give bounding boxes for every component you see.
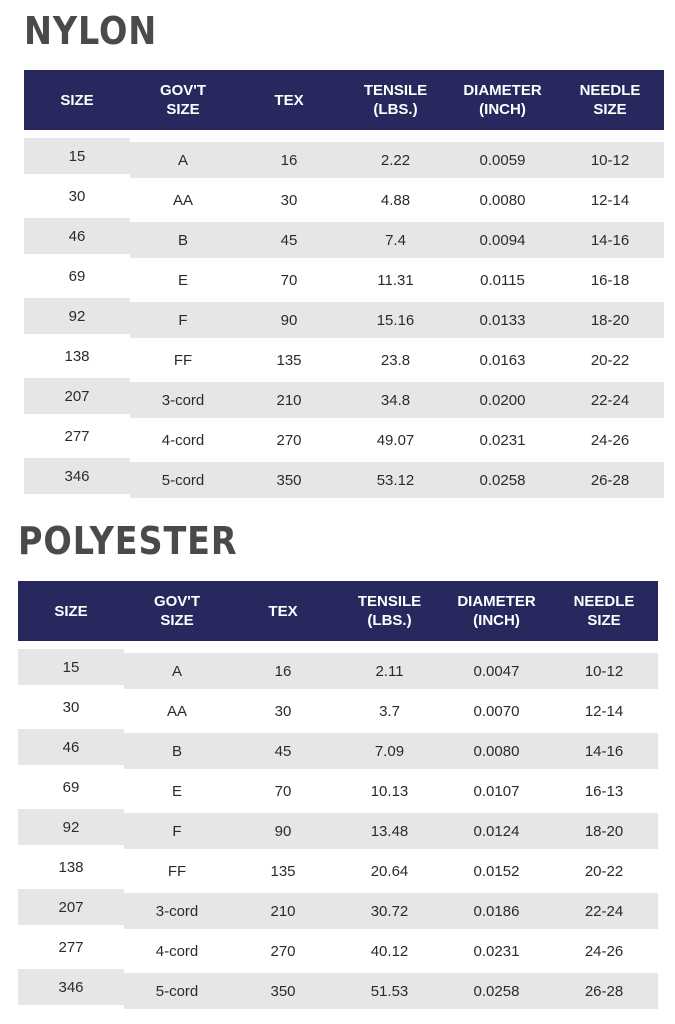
tensile-cell: 7.4 (342, 220, 449, 260)
needle-size-cell: 10-12 (550, 651, 658, 691)
diameter-cell: 0.0047 (443, 651, 550, 691)
tensile-cell: 15.16 (342, 300, 449, 340)
table-row (18, 691, 658, 731)
table-row (24, 340, 664, 380)
tex-cell: 270 (230, 931, 336, 971)
govt-size-cell: E (130, 260, 236, 300)
nylon-table (24, 70, 664, 498)
table-row (24, 180, 664, 220)
nylon-header-size: SIZE (24, 70, 130, 130)
table-row (18, 971, 658, 1009)
govt-size-cell: AA (130, 180, 236, 220)
tex-cell: 210 (236, 380, 342, 420)
diameter-cell: 0.0258 (449, 460, 556, 498)
polyester-header-govt-size: GOV'T SIZE (124, 581, 230, 641)
table-row (18, 731, 658, 771)
size-cell: 30 (18, 687, 124, 727)
tex-cell: 90 (236, 300, 342, 340)
diameter-cell: 0.0258 (443, 971, 550, 1009)
govt-size-cell: 3-cord (124, 891, 230, 931)
size-cell: 15 (24, 136, 130, 176)
govt-size-cell: 5-cord (124, 971, 230, 1009)
tensile-cell: 2.11 (336, 651, 443, 691)
tex-cell: 16 (230, 651, 336, 691)
tensile-cell: 53.12 (342, 460, 449, 498)
size-cell: 277 (18, 927, 124, 967)
tex-cell: 350 (236, 460, 342, 498)
polyester-table-body (18, 641, 658, 1009)
tensile-cell: 11.31 (342, 260, 449, 300)
tensile-cell: 40.12 (336, 931, 443, 971)
needle-size-cell: 26-28 (550, 971, 658, 1009)
tensile-cell: 34.8 (342, 380, 449, 420)
diameter-cell: 0.0186 (443, 891, 550, 931)
govt-size-cell: F (130, 300, 236, 340)
tex-cell: 30 (236, 180, 342, 220)
table-row (24, 420, 664, 460)
needle-size-cell: 12-14 (556, 180, 664, 220)
needle-size-cell: 16-13 (550, 771, 658, 811)
diameter-cell: 0.0080 (443, 731, 550, 771)
govt-size-cell: 3-cord (130, 380, 236, 420)
tensile-cell: 23.8 (342, 340, 449, 380)
diameter-cell: 0.0059 (449, 140, 556, 180)
table-row (18, 931, 658, 971)
nylon-header-tex: TEX (236, 70, 342, 130)
table-row (18, 771, 658, 811)
size-cell: 346 (18, 967, 124, 1005)
size-cell: 69 (18, 767, 124, 807)
diameter-cell: 0.0115 (449, 260, 556, 300)
size-cell: 138 (18, 847, 124, 887)
diameter-cell: 0.0231 (443, 931, 550, 971)
needle-size-cell: 18-20 (550, 811, 658, 851)
diameter-cell: 0.0200 (449, 380, 556, 420)
tex-cell: 45 (230, 731, 336, 771)
tensile-cell: 7.09 (336, 731, 443, 771)
govt-size-cell: AA (124, 691, 230, 731)
needle-size-cell: 26-28 (556, 460, 664, 498)
diameter-cell: 0.0094 (449, 220, 556, 260)
needle-size-cell: 24-26 (556, 420, 664, 460)
tex-cell: 350 (230, 971, 336, 1009)
table-row (24, 380, 664, 420)
table-row (24, 260, 664, 300)
tex-cell: 210 (230, 891, 336, 931)
diameter-cell: 0.0107 (443, 771, 550, 811)
diameter-cell: 0.0152 (443, 851, 550, 891)
tensile-cell: 51.53 (336, 971, 443, 1009)
table-row (18, 651, 658, 691)
govt-size-cell: 4-cord (130, 420, 236, 460)
nylon-table-container (24, 70, 664, 498)
size-cell: 15 (18, 647, 124, 687)
size-cell: 46 (18, 727, 124, 767)
tensile-cell: 2.22 (342, 140, 449, 180)
needle-size-cell: 12-14 (550, 691, 658, 731)
needle-size-cell: 22-24 (550, 891, 658, 931)
size-cell: 207 (18, 887, 124, 927)
table-row (18, 811, 658, 851)
needle-size-cell: 18-20 (556, 300, 664, 340)
table-row (18, 851, 658, 891)
polyester-table-container (18, 581, 658, 1009)
size-cell: 46 (24, 216, 130, 256)
polyester-table-header (18, 581, 658, 641)
table-row (24, 220, 664, 260)
diameter-cell: 0.0080 (449, 180, 556, 220)
size-cell: 92 (18, 807, 124, 847)
nylon-table-body (24, 130, 664, 498)
needle-size-cell: 20-22 (556, 340, 664, 380)
tex-cell: 30 (230, 691, 336, 731)
polyester-table (18, 581, 658, 1009)
nylon-header-tensile: TENSILE (LBS.) (342, 70, 449, 130)
nylon-header-govt-size: GOV'T SIZE (130, 70, 236, 130)
needle-size-cell: 14-16 (556, 220, 664, 260)
size-cell: 277 (24, 416, 130, 456)
diameter-cell: 0.0133 (449, 300, 556, 340)
diameter-cell: 0.0070 (443, 691, 550, 731)
size-cell: 69 (24, 256, 130, 296)
govt-size-cell: 5-cord (130, 460, 236, 498)
govt-size-cell: B (124, 731, 230, 771)
diameter-cell: 0.0231 (449, 420, 556, 460)
govt-size-cell: F (124, 811, 230, 851)
govt-size-cell: A (130, 140, 236, 180)
tensile-cell: 49.07 (342, 420, 449, 460)
table-row (18, 891, 658, 931)
tex-cell: 45 (236, 220, 342, 260)
tensile-cell: 13.48 (336, 811, 443, 851)
diameter-cell: 0.0124 (443, 811, 550, 851)
size-cell: 138 (24, 336, 130, 376)
nylon-table-header (24, 70, 664, 130)
govt-size-cell: B (130, 220, 236, 260)
table-row (24, 300, 664, 340)
polyester-header-diameter: DIAMETER (INCH) (443, 581, 550, 641)
tensile-cell: 3.7 (336, 691, 443, 731)
nylon-header-needle-size: NEEDLE SIZE (556, 70, 664, 130)
needle-size-cell: 14-16 (550, 731, 658, 771)
tex-cell: 70 (236, 260, 342, 300)
polyester-header-needle-size: NEEDLE SIZE (550, 581, 658, 641)
tex-cell: 135 (236, 340, 342, 380)
polyester-header-tex: TEX (230, 581, 336, 641)
govt-size-cell: E (124, 771, 230, 811)
size-cell: 346 (24, 456, 130, 494)
polyester-header-size: SIZE (18, 581, 124, 641)
size-cell: 92 (24, 296, 130, 336)
govt-size-cell: FF (130, 340, 236, 380)
needle-size-cell: 24-26 (550, 931, 658, 971)
tensile-cell: 10.13 (336, 771, 443, 811)
govt-size-cell: FF (124, 851, 230, 891)
needle-size-cell: 20-22 (550, 851, 658, 891)
nylon-title: NYLON (24, 9, 158, 53)
govt-size-cell: 4-cord (124, 931, 230, 971)
diameter-cell: 0.0163 (449, 340, 556, 380)
table-row (24, 140, 664, 180)
needle-size-cell: 22-24 (556, 380, 664, 420)
tex-cell: 16 (236, 140, 342, 180)
tensile-cell: 30.72 (336, 891, 443, 931)
size-cell: 30 (24, 176, 130, 216)
nylon-header-diameter: DIAMETER (INCH) (449, 70, 556, 130)
polyester-title: POLYESTER (18, 519, 238, 563)
tensile-cell: 20.64 (336, 851, 443, 891)
needle-size-cell: 10-12 (556, 140, 664, 180)
govt-size-cell: A (124, 651, 230, 691)
polyester-header-tensile: TENSILE (LBS.) (336, 581, 443, 641)
tensile-cell: 4.88 (342, 180, 449, 220)
needle-size-cell: 16-18 (556, 260, 664, 300)
tex-cell: 270 (236, 420, 342, 460)
tex-cell: 70 (230, 771, 336, 811)
size-cell: 207 (24, 376, 130, 416)
tex-cell: 135 (230, 851, 336, 891)
tex-cell: 90 (230, 811, 336, 851)
table-row (24, 460, 664, 498)
